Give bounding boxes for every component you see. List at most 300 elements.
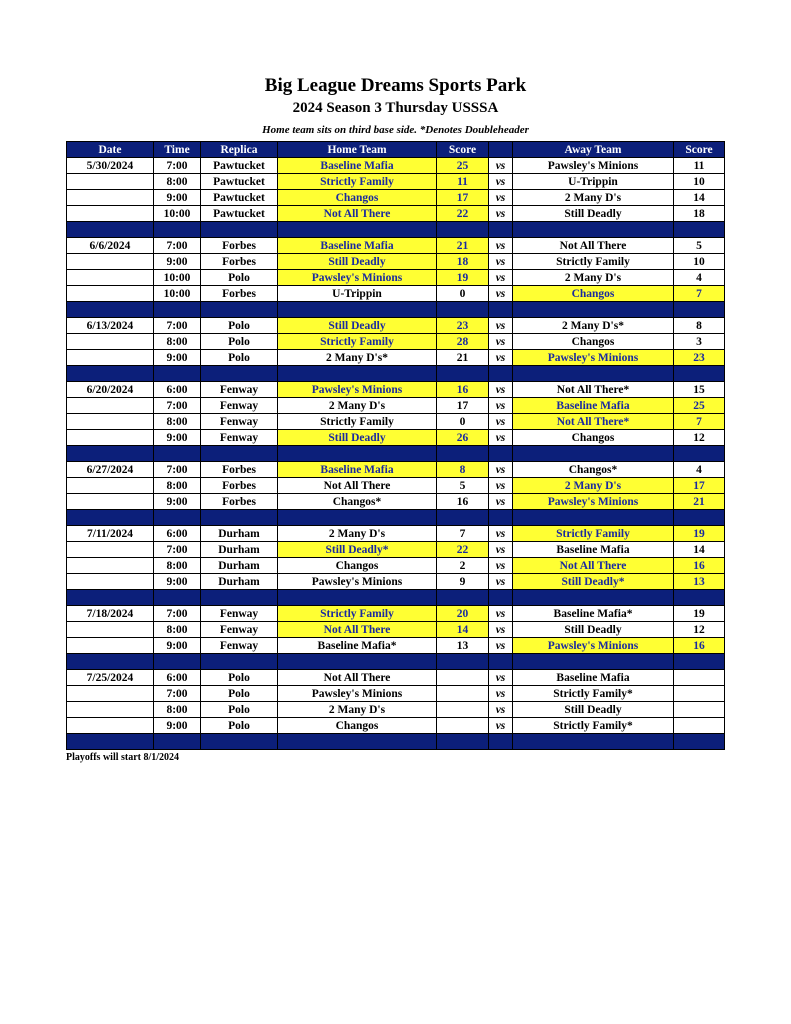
away-score: 21	[674, 494, 725, 510]
away-score	[674, 702, 725, 718]
home-score: 13	[437, 638, 489, 654]
vs-label: vs	[489, 158, 513, 174]
game-time: 8:00	[154, 478, 201, 494]
separator-cell	[201, 222, 278, 238]
game-time: 9:00	[154, 254, 201, 270]
home-team: Still Deadly	[278, 318, 437, 334]
table-row	[67, 574, 725, 590]
away-score	[674, 670, 725, 686]
game-field: Fenway	[201, 430, 278, 446]
separator-cell	[674, 734, 725, 750]
game-time: 9:00	[154, 190, 201, 206]
away-team: Strictly Family*	[513, 686, 674, 702]
game-time: 9:00	[154, 638, 201, 654]
game-date: 7/11/2024	[67, 526, 154, 542]
separator-cell	[67, 302, 154, 318]
home-team: 2 Many D's*	[278, 350, 437, 366]
table-row	[67, 270, 725, 286]
separator-cell	[489, 510, 513, 526]
game-field: Forbes	[201, 254, 278, 270]
away-team: Changos	[513, 430, 674, 446]
away-score: 12	[674, 622, 725, 638]
away-team: Not All There*	[513, 382, 674, 398]
game-time: 8:00	[154, 414, 201, 430]
away-score: 19	[674, 526, 725, 542]
separator-cell	[674, 590, 725, 606]
game-time: 7:00	[154, 398, 201, 414]
separator-cell	[489, 302, 513, 318]
game-field: Fenway	[201, 382, 278, 398]
separator-cell	[489, 590, 513, 606]
away-team: Still Deadly	[513, 206, 674, 222]
table-row	[67, 478, 725, 494]
table-row	[67, 238, 725, 254]
away-team: Pawsley's Minions	[513, 494, 674, 510]
home-team: Changos*	[278, 494, 437, 510]
home-team: Changos	[278, 190, 437, 206]
away-team: Still Deadly*	[513, 574, 674, 590]
table-row	[67, 622, 725, 638]
game-field: Forbes	[201, 238, 278, 254]
vs-label: vs	[489, 334, 513, 350]
game-date: 5/30/2024	[67, 158, 154, 174]
game-time: 9:00	[154, 574, 201, 590]
vs-label: vs	[489, 638, 513, 654]
game-date	[67, 206, 154, 222]
separator-cell	[201, 734, 278, 750]
separator-band	[67, 222, 725, 238]
table-row	[67, 206, 725, 222]
separator-band	[67, 510, 725, 526]
table-row	[67, 526, 725, 542]
away-score: 8	[674, 318, 725, 334]
game-time: 7:00	[154, 158, 201, 174]
separator-cell	[513, 734, 674, 750]
vs-label: vs	[489, 430, 513, 446]
separator-cell	[201, 366, 278, 382]
table-row	[67, 414, 725, 430]
game-field: Polo	[201, 718, 278, 734]
game-date	[67, 350, 154, 366]
game-field: Durham	[201, 558, 278, 574]
home-score: 16	[437, 494, 489, 510]
separator-cell	[67, 446, 154, 462]
home-team: Changos	[278, 558, 437, 574]
vs-label: vs	[489, 718, 513, 734]
table-row	[67, 462, 725, 478]
game-time: 8:00	[154, 702, 201, 718]
separator-cell	[489, 654, 513, 670]
header-row	[67, 142, 725, 158]
separator-cell	[278, 734, 437, 750]
vs-label: vs	[489, 414, 513, 430]
away-team: Changos	[513, 286, 674, 302]
separator-cell	[437, 734, 489, 750]
table-row	[67, 382, 725, 398]
game-date	[67, 254, 154, 270]
schedule-table	[66, 141, 725, 750]
game-date	[67, 286, 154, 302]
home-team: Pawsley's Minions	[278, 270, 437, 286]
game-date	[67, 334, 154, 350]
table-row	[67, 334, 725, 350]
separator-cell	[437, 366, 489, 382]
vs-label: vs	[489, 606, 513, 622]
game-date: 6/27/2024	[67, 462, 154, 478]
vs-label: vs	[489, 206, 513, 222]
separator-cell	[154, 222, 201, 238]
away-score: 7	[674, 414, 725, 430]
table-row	[67, 542, 725, 558]
playoffs-note: Playoffs will start 8/1/2024	[66, 752, 180, 763]
game-field: Polo	[201, 670, 278, 686]
game-field: Polo	[201, 334, 278, 350]
away-team: 2 Many D's	[513, 270, 674, 286]
vs-label: vs	[489, 670, 513, 686]
vs-label: vs	[489, 526, 513, 542]
home-score: 28	[437, 334, 489, 350]
table-row	[67, 638, 725, 654]
home-team: Still Deadly	[278, 254, 437, 270]
game-time: 10:00	[154, 286, 201, 302]
home-score: 23	[437, 318, 489, 334]
separator-cell	[278, 510, 437, 526]
home-score: 20	[437, 606, 489, 622]
game-field: Fenway	[201, 638, 278, 654]
table-row	[67, 430, 725, 446]
separator-cell	[278, 366, 437, 382]
game-date	[67, 270, 154, 286]
game-date: 6/13/2024	[67, 318, 154, 334]
separator-cell	[67, 222, 154, 238]
separator-cell	[201, 446, 278, 462]
game-date	[67, 558, 154, 574]
separator-cell	[513, 222, 674, 238]
away-score: 13	[674, 574, 725, 590]
game-time: 8:00	[154, 334, 201, 350]
away-score: 18	[674, 206, 725, 222]
home-score: 22	[437, 206, 489, 222]
game-field: Fenway	[201, 622, 278, 638]
home-team: Strictly Family	[278, 414, 437, 430]
table-row	[67, 606, 725, 622]
game-time: 7:00	[154, 686, 201, 702]
separator-cell	[513, 366, 674, 382]
separator-cell	[674, 510, 725, 526]
col-replica: Replica	[201, 142, 278, 158]
home-score: 0	[437, 286, 489, 302]
game-field: Polo	[201, 702, 278, 718]
separator-cell	[513, 654, 674, 670]
game-field: Forbes	[201, 494, 278, 510]
home-score: 17	[437, 398, 489, 414]
col-date: Date	[67, 142, 154, 158]
away-team: Changos	[513, 334, 674, 350]
separator-cell	[201, 590, 278, 606]
game-time: 8:00	[154, 558, 201, 574]
game-time: 6:00	[154, 670, 201, 686]
away-score: 7	[674, 286, 725, 302]
home-team: Strictly Family	[278, 334, 437, 350]
home-team: Pawsley's Minions	[278, 686, 437, 702]
game-field: Fenway	[201, 414, 278, 430]
game-field: Pawtucket	[201, 190, 278, 206]
table-row	[67, 158, 725, 174]
game-time: 6:00	[154, 382, 201, 398]
separator-band	[67, 302, 725, 318]
separator-cell	[437, 222, 489, 238]
game-date	[67, 574, 154, 590]
home-team: Changos	[278, 718, 437, 734]
vs-label: vs	[489, 478, 513, 494]
away-score: 17	[674, 478, 725, 494]
table-row	[67, 686, 725, 702]
away-team: Baseline Mafia	[513, 542, 674, 558]
away-score: 16	[674, 558, 725, 574]
home-team: Pawsley's Minions	[278, 574, 437, 590]
home-score: 26	[437, 430, 489, 446]
game-time: 9:00	[154, 494, 201, 510]
separator-cell	[674, 446, 725, 462]
away-score: 11	[674, 158, 725, 174]
game-field: Forbes	[201, 286, 278, 302]
col-vs	[489, 142, 513, 158]
table-row	[67, 494, 725, 510]
game-time: 9:00	[154, 718, 201, 734]
home-score	[437, 702, 489, 718]
separator-cell	[278, 446, 437, 462]
away-team: Baseline Mafia*	[513, 606, 674, 622]
away-team: Strictly Family	[513, 254, 674, 270]
home-score: 2	[437, 558, 489, 574]
separator-cell	[154, 366, 201, 382]
table-row	[67, 350, 725, 366]
game-time: 7:00	[154, 318, 201, 334]
away-team: Baseline Mafia	[513, 398, 674, 414]
home-team: 2 Many D's	[278, 526, 437, 542]
away-team: Not All There	[513, 558, 674, 574]
away-team: Not All There*	[513, 414, 674, 430]
separator-cell	[154, 734, 201, 750]
separator-cell	[278, 654, 437, 670]
separator-cell	[513, 590, 674, 606]
game-field: Durham	[201, 542, 278, 558]
home-score: 21	[437, 238, 489, 254]
away-team: Not All There	[513, 238, 674, 254]
away-score: 23	[674, 350, 725, 366]
separator-cell	[489, 734, 513, 750]
away-score: 10	[674, 254, 725, 270]
vs-label: vs	[489, 318, 513, 334]
away-score: 16	[674, 638, 725, 654]
schedule-body	[67, 158, 725, 750]
game-date	[67, 622, 154, 638]
separator-cell	[674, 366, 725, 382]
away-score: 14	[674, 542, 725, 558]
separator-cell	[513, 446, 674, 462]
separator-cell	[489, 446, 513, 462]
vs-label: vs	[489, 622, 513, 638]
home-score: 17	[437, 190, 489, 206]
separator-cell	[437, 302, 489, 318]
game-date: 6/6/2024	[67, 238, 154, 254]
home-team: Baseline Mafia	[278, 158, 437, 174]
home-team: Not All There	[278, 670, 437, 686]
game-time: 7:00	[154, 238, 201, 254]
away-score	[674, 686, 725, 702]
game-date	[67, 190, 154, 206]
table-row	[67, 670, 725, 686]
away-team: Changos*	[513, 462, 674, 478]
separator-band	[67, 446, 725, 462]
home-score: 9	[437, 574, 489, 590]
separator-cell	[674, 302, 725, 318]
game-time: 10:00	[154, 206, 201, 222]
game-date	[67, 686, 154, 702]
season-subtitle: 2024 Season 3 Thursday USSSA	[292, 100, 499, 116]
game-date	[67, 494, 154, 510]
separator-cell	[674, 654, 725, 670]
vs-label: vs	[489, 382, 513, 398]
home-team: 2 Many D's	[278, 702, 437, 718]
col-time: Time	[154, 142, 201, 158]
home-team: Not All There	[278, 206, 437, 222]
game-date	[67, 174, 154, 190]
col-away-score: Score	[674, 142, 725, 158]
away-team: Still Deadly	[513, 622, 674, 638]
vs-label: vs	[489, 270, 513, 286]
separator-cell	[154, 590, 201, 606]
away-score: 4	[674, 270, 725, 286]
game-field: Pawtucket	[201, 174, 278, 190]
away-team: Strictly Family	[513, 526, 674, 542]
home-team: 2 Many D's	[278, 398, 437, 414]
game-time: 7:00	[154, 542, 201, 558]
home-score: 5	[437, 478, 489, 494]
game-time: 6:00	[154, 526, 201, 542]
separator-cell	[437, 446, 489, 462]
vs-label: vs	[489, 542, 513, 558]
away-score: 25	[674, 398, 725, 414]
home-score: 11	[437, 174, 489, 190]
game-field: Fenway	[201, 398, 278, 414]
away-score: 12	[674, 430, 725, 446]
home-team: Still Deadly*	[278, 542, 437, 558]
separator-band	[67, 734, 725, 750]
table-row	[67, 254, 725, 270]
separator-cell	[513, 302, 674, 318]
home-team: U-Trippin	[278, 286, 437, 302]
vs-label: vs	[489, 398, 513, 414]
page-title: Big League Dreams Sports Park	[264, 75, 527, 96]
away-score: 5	[674, 238, 725, 254]
home-score: 25	[437, 158, 489, 174]
game-date: 7/18/2024	[67, 606, 154, 622]
game-field: Forbes	[201, 478, 278, 494]
away-score: 3	[674, 334, 725, 350]
away-score: 19	[674, 606, 725, 622]
game-field: Durham	[201, 526, 278, 542]
home-score	[437, 686, 489, 702]
col-away-team: Away Team	[513, 142, 674, 158]
game-time: 9:00	[154, 350, 201, 366]
home-score	[437, 718, 489, 734]
game-field: Pawtucket	[201, 206, 278, 222]
home-score: 7	[437, 526, 489, 542]
game-date	[67, 478, 154, 494]
vs-label: vs	[489, 286, 513, 302]
separator-cell	[201, 302, 278, 318]
game-field: Pawtucket	[201, 158, 278, 174]
away-score	[674, 718, 725, 734]
separator-cell	[67, 654, 154, 670]
game-date	[67, 542, 154, 558]
game-field: Polo	[201, 686, 278, 702]
separator-cell	[67, 366, 154, 382]
separator-cell	[513, 510, 674, 526]
vs-label: vs	[489, 686, 513, 702]
separator-band	[67, 366, 725, 382]
separator-cell	[437, 590, 489, 606]
game-field: Forbes	[201, 462, 278, 478]
separator-cell	[437, 654, 489, 670]
home-score: 14	[437, 622, 489, 638]
table-row	[67, 190, 725, 206]
away-team: Baseline Mafia	[513, 670, 674, 686]
separator-band	[67, 590, 725, 606]
separator-cell	[67, 734, 154, 750]
table-row	[67, 702, 725, 718]
game-date	[67, 702, 154, 718]
away-team: Pawsley's Minions	[513, 158, 674, 174]
home-team: Pawsley's Minions	[278, 382, 437, 398]
away-team: Still Deadly	[513, 702, 674, 718]
home-score: 21	[437, 350, 489, 366]
game-date	[67, 414, 154, 430]
vs-label: vs	[489, 238, 513, 254]
game-field: Polo	[201, 318, 278, 334]
game-time: 8:00	[154, 622, 201, 638]
home-score: 0	[437, 414, 489, 430]
vs-label: vs	[489, 190, 513, 206]
separator-cell	[278, 222, 437, 238]
home-team: Strictly Family	[278, 174, 437, 190]
separator-cell	[67, 510, 154, 526]
game-time: 7:00	[154, 462, 201, 478]
separator-band	[67, 654, 725, 670]
separator-cell	[201, 654, 278, 670]
table-row	[67, 558, 725, 574]
game-time: 8:00	[154, 174, 201, 190]
away-score: 14	[674, 190, 725, 206]
separator-cell	[154, 510, 201, 526]
table-row	[67, 286, 725, 302]
vs-label: vs	[489, 494, 513, 510]
separator-cell	[489, 366, 513, 382]
home-score: 19	[437, 270, 489, 286]
away-team: Pawsley's Minions	[513, 350, 674, 366]
separator-cell	[154, 446, 201, 462]
home-score: 8	[437, 462, 489, 478]
away-team: 2 Many D's*	[513, 318, 674, 334]
away-score: 10	[674, 174, 725, 190]
vs-label: vs	[489, 350, 513, 366]
separator-cell	[278, 302, 437, 318]
home-team: Baseline Mafia	[278, 462, 437, 478]
home-score: 18	[437, 254, 489, 270]
game-date	[67, 398, 154, 414]
col-home-team: Home Team	[278, 142, 437, 158]
